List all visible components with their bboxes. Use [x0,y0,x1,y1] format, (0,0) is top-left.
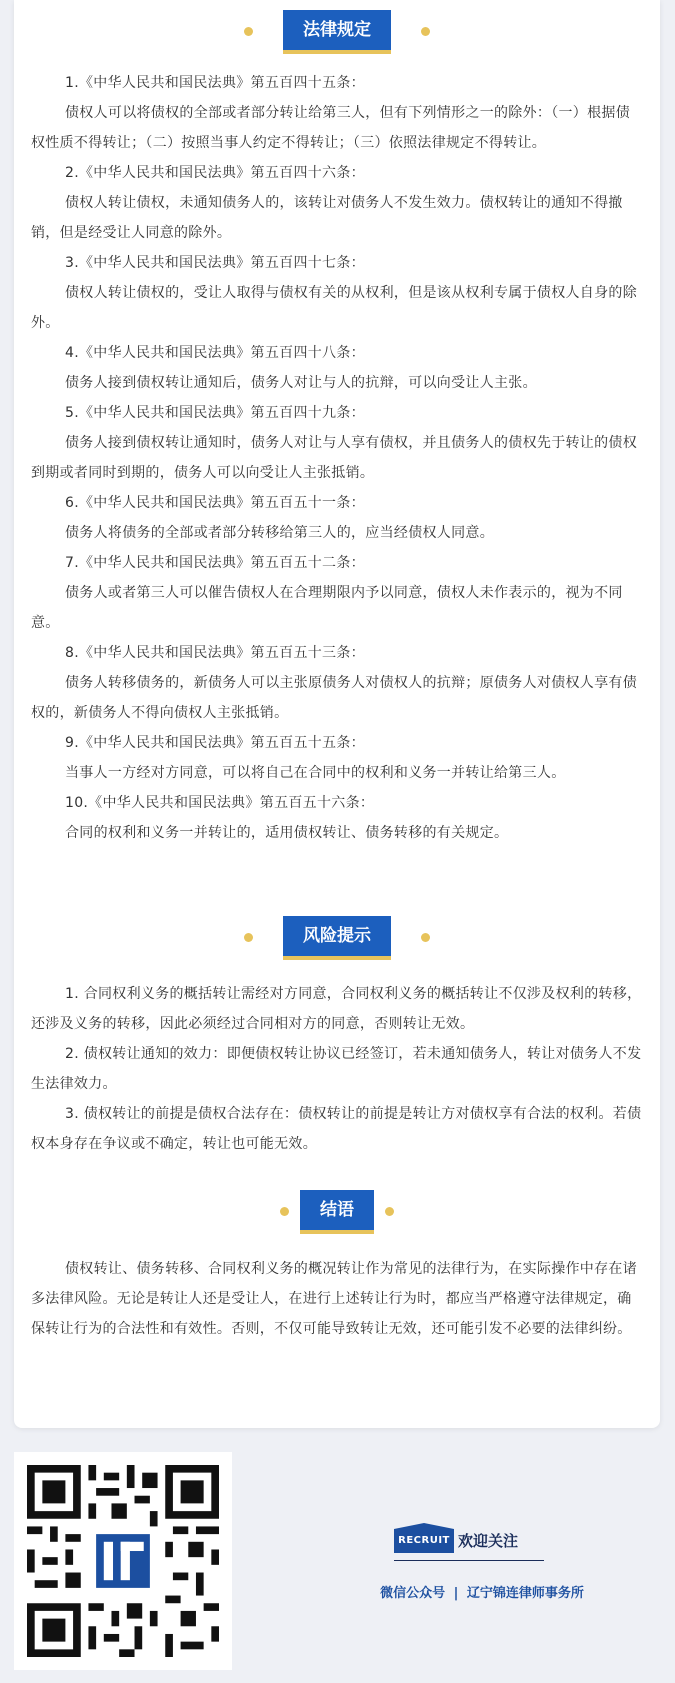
wechat-line [352,1582,612,1601]
heading-dot-left [244,933,253,942]
firm-name: 辽宁锦连律师事务所 [466,1586,584,1601]
conclusion-text [31,1254,643,1344]
heading-dot-right [421,27,430,36]
section-heading-risks [14,916,660,962]
paragraph: 债务人转移债务的，新债务人可以主张原债务人对债权人的抗辩；原债务人对债权人享有债权的，新债务人不得向债权人主张抵销。 [31,675,637,721]
risks-text [31,979,643,1159]
paragraph: 合同的权利和义务一并转让的，适用债权转让、债务转移的有关规定。 [65,825,509,841]
article-card [14,0,660,1428]
paragraph: 1.《中华人民共和国民法典》第五百四十五条： [65,75,365,91]
paragraph: 8.《中华人民共和国民法典》第五百五十三条： [65,645,365,661]
paragraph: 债权转让、债务转移、合同权利义务的概况转让作为常见的法律行为，在实际操作中存在诸多法律风险。无论是转让人还是受让人，在进行上述转让行为时，都应当严格遵守法律规定，确保转让行为的合法性和有效性。否则，不仅可能导致转让无效，还可能引发不必要的法律纠纷。 [31,1261,637,1337]
qr-code-icon [27,1465,219,1657]
heading-dot-left [280,1207,289,1216]
recruit-badge: RECRUIT [394,1529,454,1553]
laws-text [31,68,643,848]
paragraph: 3. 债权转让的前提是债权合法存在：债权转让的前提是转让方对债权享有合法的权利。若债权本身存在争议或不确定，转让也可能无效。 [31,1106,642,1152]
paragraph: 1. 合同权利义务的概括转让需经对方同意，合同权利义务的概括转让不仅涉及权利的转移，还涉及义务的转移，因此必须经过合同相对方的同意，否则转让无效。 [31,986,642,1032]
follow-banner [394,1524,544,1558]
separator: | [453,1586,459,1601]
section-heading-label: 风险提示 [283,916,391,960]
heading-dot-left [244,27,253,36]
paragraph: 债权人转让债权的，受让人取得与债权有关的从权利，但是该从权利专属于债权人自身的除外。 [31,285,637,331]
heading-dot-right [421,933,430,942]
paragraph: 6.《中华人民共和国民法典》第五百五十一条： [65,495,365,511]
paragraph: 3.《中华人民共和国民法典》第五百四十七条： [65,255,365,271]
divider [394,1560,544,1561]
paragraph: 7.《中华人民共和国民法典》第五百五十二条： [65,555,365,571]
section-heading-conclusion [14,1190,660,1236]
section-heading-label: 结语 [300,1190,374,1234]
paragraph: 5.《中华人民共和国民法典》第五百四十九条： [65,405,365,421]
paragraph: 2. 债权转让通知的效力：即便债权转让协议已经签订，若未通知债务人，转让对债务人不发生法律效力。 [31,1046,642,1092]
paragraph: 债权人可以将债权的全部或者部分转让给第三人，但有下列情形之一的除外：（一）根据债权性质不得转让；（二）按照当事人约定不得转让；（三）依照法律规定不得转让。 [31,105,630,151]
paragraph: 4.《中华人民共和国民法典》第五百四十八条： [65,345,365,361]
heading-dot-right [385,1207,394,1216]
wechat-label: 微信公众号 [380,1586,446,1601]
paragraph: 债权人转让债权，未通知债务人的，该转让对债务人不发生效力。债权转让的通知不得撤销，但是经受让人同意的除外。 [31,195,623,241]
welcome-text: 欢迎关注 [458,1532,519,1550]
paragraph: 10.《中华人民共和国民法典》第五百五十六条： [65,795,375,811]
paragraph: 债务人接到债权转让通知后，债务人对让与人的抗辩，可以向受让人主张。 [65,375,537,391]
paragraph: 当事人一方经对方同意，可以将自己在合同中的权利和义务一并转让给第三人。 [65,765,566,781]
paragraph: 2.《中华人民共和国民法典》第五百四十六条： [65,165,365,181]
footer [14,1452,660,1683]
section-heading-label: 法律规定 [283,10,391,54]
paragraph: 债务人接到债权转让通知时，债务人对让与人享有债权，并且债务人的债权先于转让的债权到期或者同时到期的，债务人可以向受让人主张抵销。 [31,435,637,481]
qr-code [14,1452,232,1670]
paragraph: 债务人或者第三人可以催告债权人在合理期限内予以同意，债权人未作表示的，视为不同意。 [31,585,623,631]
paragraph: 债务人将债务的全部或者部分转移给第三人的，应当经债权人同意。 [65,525,494,541]
section-heading-laws [14,10,660,56]
paragraph: 9.《中华人民共和国民法典》第五百五十五条： [65,735,365,751]
